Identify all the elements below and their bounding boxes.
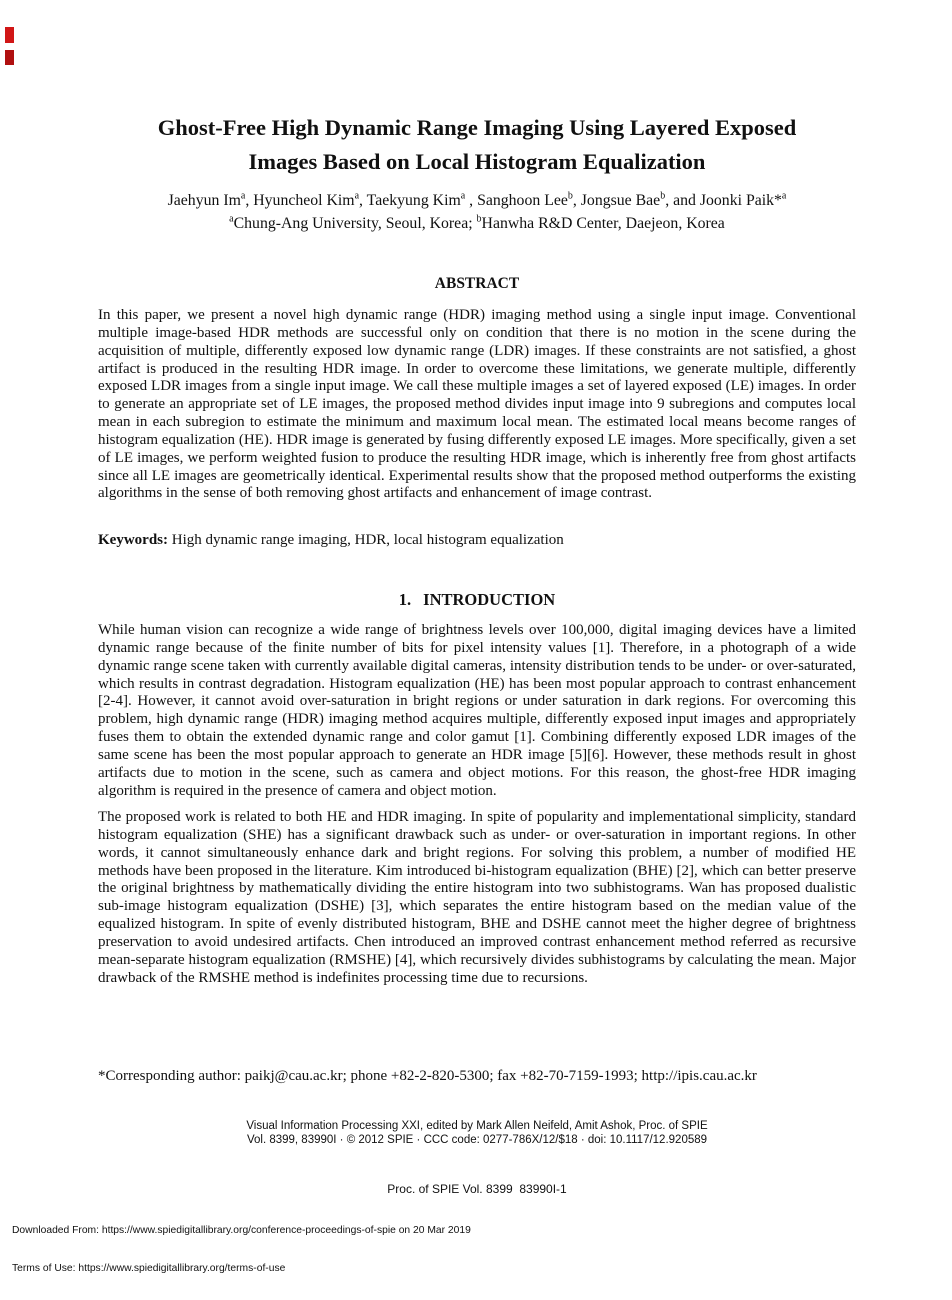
affiliation-line: $^a$Chung-Ang University, Seoul, Korea; $^b$Hanwha R&D Center, Daejeon, Korea [229,213,725,232]
keywords-text: High dynamic range imaging, HDR, local histogram equalization [168,532,564,548]
downloaded-from-line: Downloaded From: https://www.spiedigitallibrary.org/conference-proceedings-of-spie on 20 Mar 2019 [12,1225,471,1236]
introduction-heading [98,590,856,610]
abstract-paragraph: In this paper, we present a novel high dynamic range (HDR) imaging method using a single input image. Conventional multiple image-based HDR methods are successful only on condition that there is no motion in the scene during the acquisition of multiple, differently exposed low dynamic range (LDR) images. If these constraints are not satisfied, a ghost artifact is produced in the resulting HDR image. In order to overcome these limitations, we generate multiple, differently exposed LDR images from a single input image. We call these multiple images a set of layered exposed (LE) images. In order to generate an appropriate set of LE images, the proposed method divides input image into 9 subregions and computes local mean in each subregion to estimate the minimum and maximum local mean. The estimated local means become ranges of histogram equalization (HE). HDR image is generated by fusing differently exposed LE images. More specifically, given a set of LE images, we perform weighted fusion to produce the resulting HDR image, which is inherently free from ghost artifacts since all LE images are geometrically identical. Experimental results show that the proposed method outperforms the existing algorithms in the sense of both removing ghost artifacts and enhancement of image contrast. [98,307,856,502]
corresponding-author-footnote: *Corresponding author: paikj@cau.ac.kr; phone +82-2-820-5300; fax +82-70-7159-1993; http://ipis.cau.ac.kr [98,1068,757,1084]
section-title: INTRODUCTION [423,590,556,609]
proceedings-credit-line-1: Visual Information Processing XXI, edited by Mark Allen Neifeld, Amit Ashok, Proc. of SPIE [246,1120,708,1132]
keywords-line [98,532,856,550]
authors-line: Jaehyun Im$^a$, Hyuncheol Kim$^a$, Taekyung Kim$^a$ , Sanghoon Lee$^b$, Jongsue Bae$^b$, and Joonki Paik*$^a$ [167,190,787,209]
proceedings-credit [98,1119,856,1147]
page-number: Proc. of SPIE Vol. 8399 83990I-1 [387,1182,567,1196]
red-annotation-mark-bottom [5,50,14,65]
abstract-heading: ABSTRACT [434,275,520,292]
paper-title-line-1: Ghost-Free High Dynamic Range Imaging Using Layered Exposed [157,115,797,140]
keywords-label: Keywords: [98,532,168,548]
section-number: 1. [398,590,412,609]
paper-title [98,111,856,178]
introduction-paragraph-2: The proposed work is related to both HE and HDR imaging. In spite of popularity and implementational simplicity, standard histogram equalization (SHE) has a significant drawback such as under- or over-saturation in important regions. In other words, it cannot simultaneously enhance dark and bright regions. For solving this problem, a number of modified HE methods have been proposed in the literature. Kim introduced bi-histogram equalization (BHE) [2], which can better preserve the original brightness by mathematically dividing the entire histogram into two subhistograms. Wan has proposed dualistic sub-image histogram equalization (DSHE) [3], which separates the entire histogram based on the median value of the equalized histogram. In spite of evenly distributed histogram, BHE and DSHE cannot meet the higher degree of brightness preservation to avoid undesired artifacts. Chen introduced an improved contrast enhancement method referred as recursive mean-separate histogram equalization (RMSHE) [4], which recursively divides subhistograms by calculating the mean. Major drawback of the RMSHE method is indefinites processing time due to recursions. [98,809,856,986]
proceedings-credit-line-2: Vol. 8399, 83990I · © 2012 SPIE · CCC code: 0277-786X/12/$18 · doi: 10.1117/12.920589 [246,1134,708,1146]
paper-title-line-2: Images Based on Local Histogram Equalization [248,148,706,174]
introduction-paragraph-1: While human vision can recognize a wide range of brightness levels over 100,000, digital imaging devices have a limited dynamic range because of the finite number of bits for pixel intensity values [1]. Therefore, in a photograph of a wide dynamic range scene taken with currently available digital cameras, intensity distribution tends to be under- or over-saturated, which results in contrast degradation. Histogram equalization (HE) has been most popular approach to contrast enhancement [2-4]. However, it cannot avoid over-saturation in bright regions or under saturation in dark regions. For overcoming this problem, high dynamic range (HDR) imaging method acquires multiple, differently exposed input images and appropriately fuses them to obtain the extended dynamic range and color gamut [1]. Combining differently exposed LDR images of the same scene has been the most popular approach to generate an HDR image [5][6]. However, these methods result in ghost artifacts due to motion in the scene, such as camera and object motions. For this reason, the ghost-free HDR imaging algorithm is required in the presence of camera and object motion. [98,622,856,799]
red-annotation-mark-top [5,27,14,43]
terms-of-use-line: Terms of Use: https://www.spiedigitallibrary.org/terms-of-use [12,1262,286,1274]
download-notice [12,1200,471,1300]
